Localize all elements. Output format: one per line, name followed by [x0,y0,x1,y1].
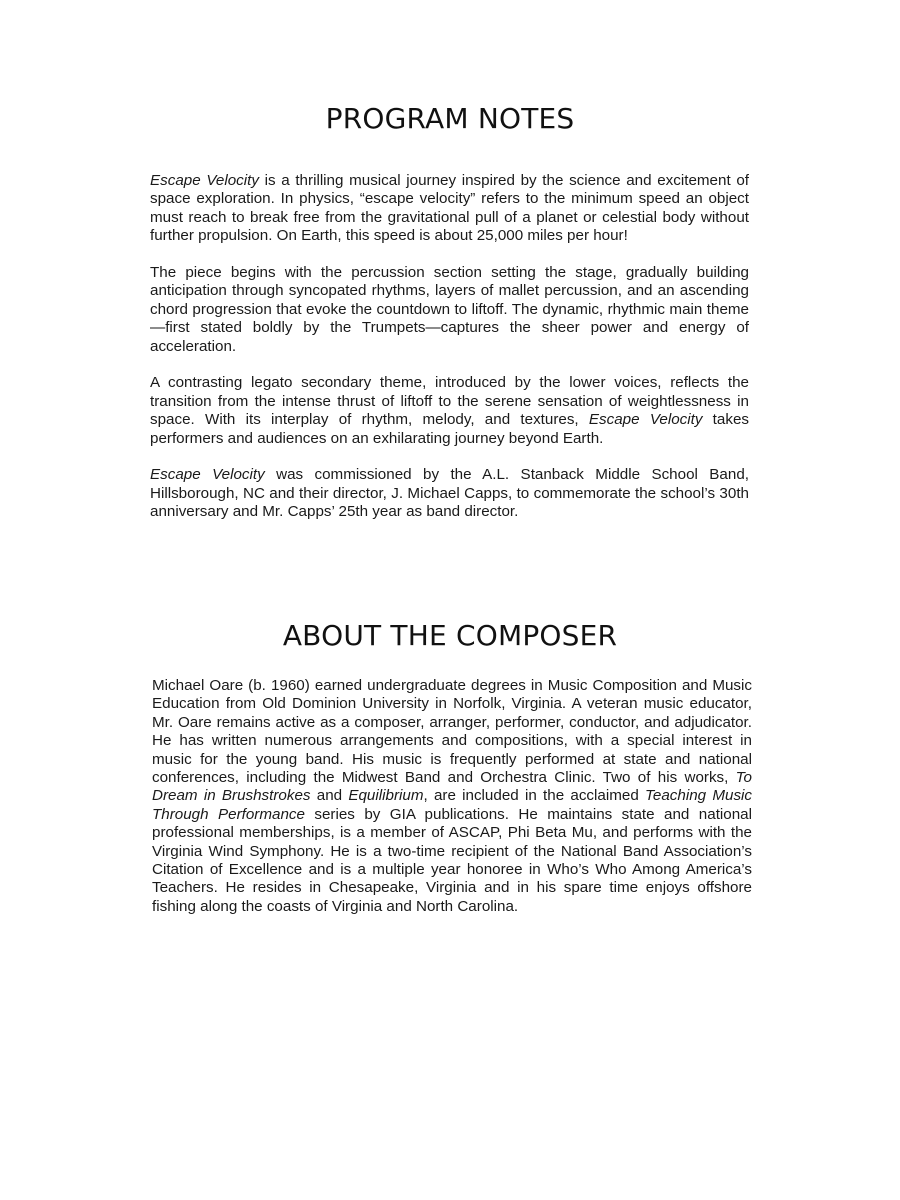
program-notes-paragraph-3 [150,374,749,448]
bio-text: and [310,787,349,805]
about-composer-body [152,677,752,916]
paragraph-text: A contrasting legato secondary theme, introduced by the lower voices, reflects the transition from the intense thrust of liftoff to the serene sensation of weightlessness in space. With its interplay of rhythm, melody, and textures, [150,374,749,429]
work-title: Equilibrium [348,787,424,805]
program-notes-paragraph-1 [150,172,749,246]
piece-title: Escape Velocity [150,172,259,189]
program-notes-paragraph-2 [150,264,749,356]
work-title: To Dream in Brushstrokes [152,769,752,805]
paragraph-text: was commissioned by the A.L. Stanback Middle School Band, Hillsborough, NC and their director, J. Michael Capps, to commemorate the school’s 30th anniversary and Mr. Capps’ 25th year as band director. [150,466,749,521]
bio-text: , are included in the acclaimed [423,787,646,805]
series-title: Teaching Music Through Performance [152,787,753,823]
paragraph-text: takes performers and audiences on an exhilarating journey beyond Earth. [150,411,749,447]
paragraph-text: The piece begins with the percussion section setting the stage, gradually building anticipation through syncopated rhythms, layers of mallet percussion, and an ascending chord progression that evoke the countdown to liftoff. The dynamic, rhythmic main theme—first stated boldly by the Trumpets—captures the sheer power and energy of acceleration. [150,264,749,355]
piece-title: Escape Velocity [588,411,703,429]
composer-bio-paragraph [152,677,752,916]
piece-title: Escape Velocity [150,466,265,484]
about-composer-heading: ABOUT THE COMPOSER [282,619,618,652]
bio-text: Michael Oare (b. 1960) earned undergraduate degrees in Music Composition and Music Education from Old Dominion University in Norfolk, Virginia. A veteran music educator, Mr. Oare remains active as a composer, arranger, performer, conductor, and adjudicator. He has written numerous arrangements and compositions, with a special interest in music for the young band. His music is frequently performed at state and national conferences, including the Midwest Band and Orchestra Clinic. Two of his works, [152,677,752,787]
program-notes-paragraph-4 [150,466,749,521]
program-notes-body [150,172,749,522]
program-notes-heading: PROGRAM NOTES [325,102,575,135]
paragraph-text: is a thrilling musical journey inspired by the science and excitement of space exploration. In physics, “escape velocity” refers to the minimum speed an object must reach to break free from the gravitational pull of a planet or celestial body without further propulsion. On Earth, this speed is about 25,000 miles per hour! [150,172,749,245]
bio-text: series by GIA publications. He maintains state and national professional memberships, is a member of ASCAP, Phi Beta Mu, and performs with the Virginia Wind Symphony. He is a two-time recipient of the National Band Association’s Citation of Excellence and is a multiple year honoree in Who’s Who Among America’s Teachers. He resides in Chesapeake, Virginia and in his spare time enjoys offshore fishing along the coasts of Virginia and North Carolina. [152,805,752,915]
